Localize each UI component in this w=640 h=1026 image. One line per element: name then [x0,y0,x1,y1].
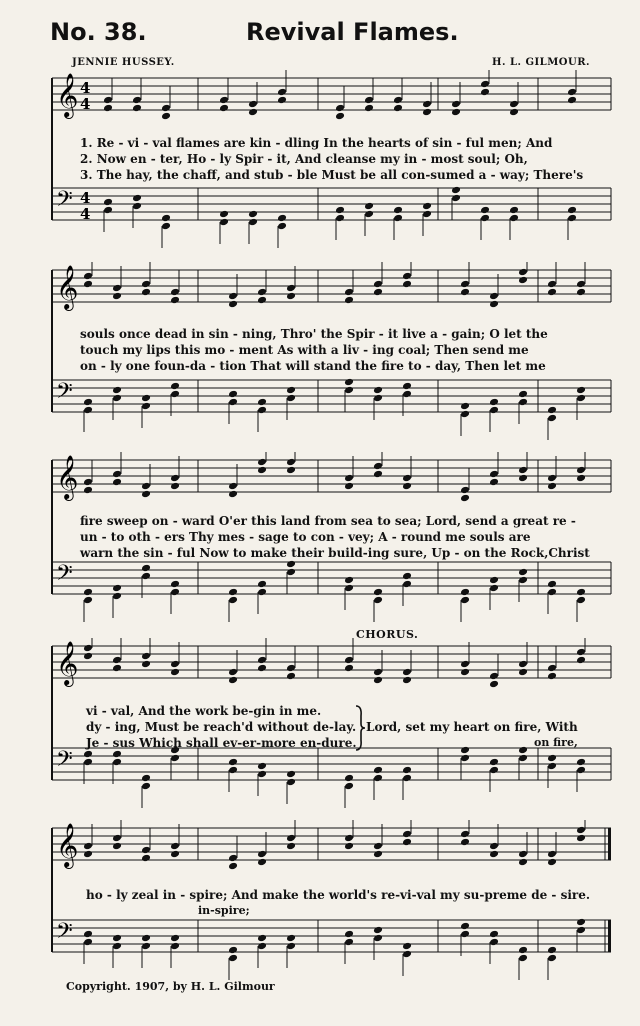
svg-text:𝄢: 𝄢 [56,379,73,409]
hymn-number: No. 38. [50,18,147,46]
echo-lyric: in-spire; [198,904,250,917]
svg-text:𝄞: 𝄞 [56,455,79,499]
svg-text:𝄞: 𝄞 [56,823,79,867]
staff-notation-2 [48,262,613,452]
lyric-line-4-1: vi - val, And the work be-gin in me. [86,704,322,718]
svg-text:4: 4 [80,79,91,97]
copyright-notice: Copyright. 1907, by H. L. Gilmour [66,980,275,993]
svg-text:𝄞: 𝄞 [56,265,79,309]
svg-text:4: 4 [80,95,91,113]
svg-text:𝄞: 𝄞 [56,641,79,685]
hymn-title: Revival Flames. [246,18,459,46]
lyric-line-2-1: souls once dead in sin - ning, Thro' the Spir - it live a - gain; O let the [80,327,548,341]
lyric-line-1-1: 1. Re - vi - val flames are kin - dling In the hearts of sin - ful men; And [80,136,553,150]
svg-text:𝄢: 𝄢 [56,919,73,949]
lyric-line-2-3: on - ly one foun-da - tion That will stand the fire to - day, Then let me [80,359,546,373]
svg-text:4: 4 [80,205,91,223]
svg-text:𝄢: 𝄢 [56,747,73,777]
lyric-line-4-3: Je - sus Which shall ev-er-more en-dure. [86,736,357,750]
lyricist-credit: JENNIE HUSSEY. [72,57,175,68]
refrain-lyric: Lord, set my heart on fire, With [366,720,578,734]
music-system-2 [48,262,613,452]
lyric-line-1-3: 3. The hay, the chaff, and stub - ble Must be all con-sumed a - way; There's [80,168,584,182]
lyric-line-5-1: ho - ly zeal in - spire; And make the world's re-vi-val my su-preme de - sire. [86,888,591,902]
lyric-line-2-2: touch my lips this mo - ment As with a liv - ing coal; Then send me [80,343,529,357]
lyric-line-1-2: 2. Now en - ter, Ho - ly Spir - it, And cleanse my in - most soul; Oh, [80,152,528,166]
lyric-line-3-1: fire sweep on - ward O'er this land from sea to sea; Lord, send a great re - [80,514,576,528]
verse-brace [354,704,366,752]
chorus-label: CHORUS. [356,628,419,641]
composer-credit: H. L. GILMOUR. [492,57,590,68]
svg-text:4: 4 [80,189,91,207]
lyric-line-3-2: un - to oth - ers Thy mes - sage to con - vey; A - round me souls are [80,530,531,544]
lyric-line-3-3: warn the sin - ful Now to make their build-ing sure, Up - on the Rock,Christ [80,546,590,560]
svg-text:𝄢: 𝄢 [56,187,73,217]
svg-text:𝄞: 𝄞 [56,73,79,117]
refrain-echo-lyric: on fire, [534,736,578,749]
svg-text:𝄢: 𝄢 [56,561,73,591]
lyric-line-4-2: dy - ing, Must be reach'd without de-lay. [86,720,357,734]
